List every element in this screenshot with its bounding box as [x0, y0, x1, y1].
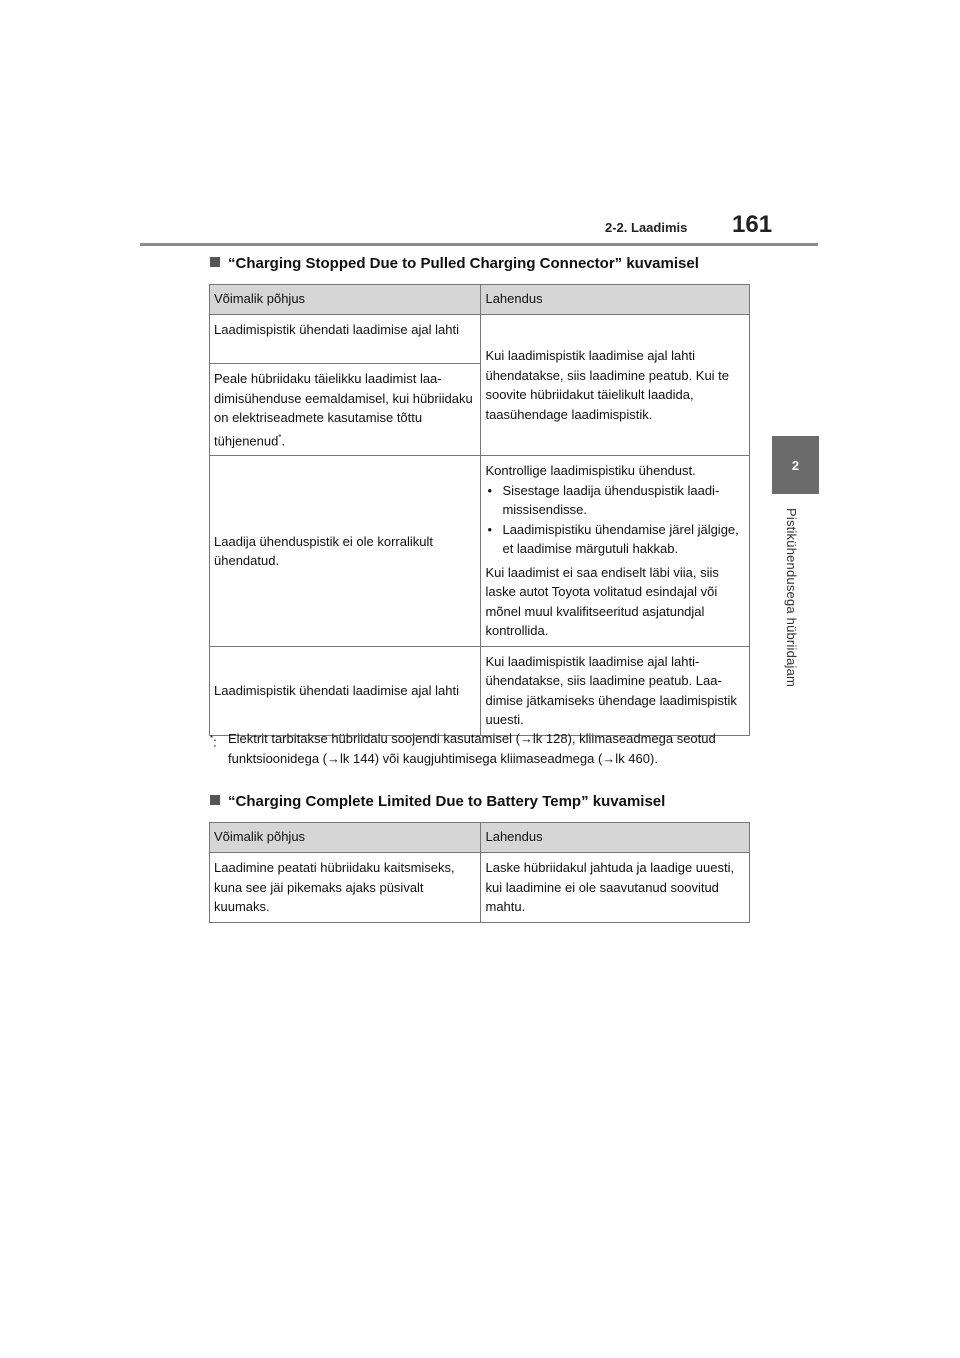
footnote-colon: : — [213, 734, 217, 750]
solution-intro: Kontrollige laadimispistiku ühendust. — [485, 463, 696, 479]
table-row — [210, 646, 750, 735]
solution-cell: Kui laadimispistik laadimise ajal lahti ühendatakse, siis laadimine peatub. Kui te soovite hübriidakut täielikult laadida, taasühendage laadimispistik. — [481, 315, 750, 456]
solution-cell — [481, 456, 750, 647]
square-bullet-icon — [210, 795, 220, 805]
footnote-marker: * — [278, 432, 282, 442]
column-header-solution: Lahendus — [481, 823, 750, 853]
footnote-label — [210, 729, 217, 752]
section-heading-1-text: “Charging Stopped Due to Pulled Charging Connector” kuvamisel — [228, 255, 699, 272]
bullet-dot-icon: • — [487, 482, 493, 498]
solution-cell: Laske hübriidakul jahtuda ja laadige uuesti, kui laadimine ei ole saavutanud soovitud mahtu. — [481, 853, 750, 923]
solution-outro: Kui laadimist ei saa endiselt läbi viia, siis laske autot Toyota volitatud esindajal või mõnel muul kvalifitseeritud asjatundjal kontrollida. — [485, 564, 719, 639]
bullet-dot-icon: • — [487, 521, 493, 537]
table-row — [210, 315, 750, 364]
page-number: 161 — [732, 211, 773, 238]
cause-cell: Laadimine peatati hübriidaku kaitsmiseks, kuna see jäi pikemaks ajaks püsivalt kuumaks. — [210, 853, 481, 923]
section-heading-1 — [210, 255, 699, 272]
cause-cell — [210, 364, 481, 456]
footnote-text: Elektrit tarbitakse hübriidalu soojendi kasutamisel (→lk 128), kliimaseadmega seotud funktsioonidega (→lk 144) või kaugjuhtimisega kliimaseadmega (→lk 460). — [228, 731, 716, 766]
troubleshooting-table-2 — [209, 822, 750, 923]
section-title: 2-2. Laadimis — [605, 220, 688, 235]
footnote — [210, 729, 750, 768]
square-bullet-icon — [210, 257, 220, 267]
cause-text-end: . — [281, 432, 286, 448]
list-item — [485, 520, 744, 559]
header-divider — [140, 243, 818, 246]
cause-cell: Laadimispistik ühendati laadimise ajal lahti — [210, 315, 481, 364]
column-header-cause: Võimalik põhjus — [210, 823, 481, 853]
table-header-row — [210, 285, 750, 315]
column-header-cause: Võimalik põhjus — [210, 285, 481, 315]
troubleshooting-table-1 — [209, 284, 750, 736]
cause-cell: Laadija ühenduspistik ei ole korralikult ühendatud. — [210, 456, 481, 647]
table-header-row — [210, 823, 750, 853]
footnote-asterisk: * — [210, 734, 214, 743]
column-header-solution: Lahendus — [481, 285, 750, 315]
list-item-text: Laadimispistiku ühendamise järel jälgige, et laadimise märgutuli hakkab. — [502, 521, 739, 557]
chapter-tab — [772, 436, 819, 494]
chapter-number: 2 — [791, 457, 800, 473]
section-heading-2-text: “Charging Complete Limited Due to Battery Temp” kuvamisel — [228, 793, 666, 810]
table-row — [210, 456, 750, 647]
section-heading-2 — [210, 793, 665, 810]
chapter-label: Pistikühendusega hübriidajam — [784, 508, 799, 688]
table-row — [210, 853, 750, 923]
list-item — [485, 481, 744, 520]
list-item-text: Sisestage laadija ühenduspistik laadimissisendisse. — [502, 482, 720, 518]
cause-text: Peale hübriidaku täielikku laadimist laadimisühenduse eemaldamisel, kui hübriidaku on elektriseadmete kasutamise tõttu tühjenenud — [214, 371, 473, 448]
cause-cell: Laadimispistik ühendati laadimise ajal lahti — [210, 646, 481, 735]
solution-cell: Kui laadimispistik laadimise ajal lahtiühendatakse, siis laadimine peatub. Laadimise jätkamiseks ühendage laadimispistik uuesti. — [481, 646, 750, 735]
